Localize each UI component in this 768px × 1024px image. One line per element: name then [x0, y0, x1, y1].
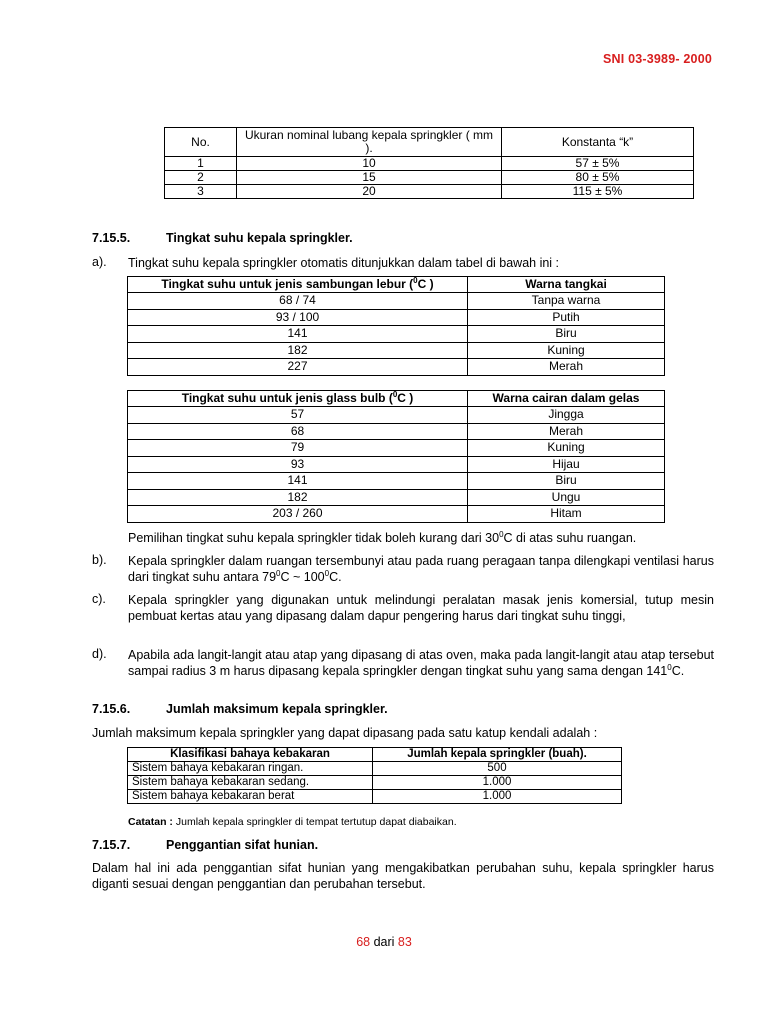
table-row: [165, 171, 694, 185]
table-row: [128, 473, 665, 490]
table-cell: 20: [237, 185, 502, 199]
table-cell: Sistem bahaya kebakaran ringan.: [128, 762, 373, 776]
hunian-text: Dalam hal ini ada penggantian sifat hunian yang mengakibatkan perubahan suhu, kepala springkler harus diganti sesuai dengan penggantian dan perubahan tersebut.: [92, 861, 714, 891]
item-c-text: Kepala springkler yang digunakan untuk melindungi peralatan masak jenis komersial, tutup mesin pembuat kertas atau yang dipasang dalam dapur pengering harus dari tingkat suhu tinggi,: [128, 593, 714, 623]
nozzle-constant-table: [164, 127, 694, 199]
table-cell: 10: [237, 157, 502, 171]
col-header-tingkat-suhu: Tingkat suhu untuk jenis sambungan lebur ($^0$C ): [128, 277, 468, 293]
section-number: 7.15.6.: [92, 702, 131, 716]
table-cell: Ungu: [468, 489, 665, 506]
catatan-note: [128, 816, 457, 828]
table-cell: 182: [128, 342, 468, 359]
col-header-klasifikasi: Klasifikasi bahaya kebakaran: [128, 748, 373, 762]
table-cell: 3: [165, 185, 237, 199]
table-cell: Kuning: [468, 342, 665, 359]
page-number: 68: [356, 935, 371, 949]
table-cell: 141: [128, 473, 468, 490]
table-cell: Sistem bahaya kebakaran sedang.: [128, 776, 373, 790]
table-cell: 227: [128, 359, 468, 376]
col-header-ukuran: Ukuran nominal lubang kepala springkler ( mm ).: [237, 128, 502, 157]
section-title: Tingkat suhu kepala springkler.: [166, 231, 353, 245]
table-cell: 1: [165, 157, 237, 171]
table-cell: 93: [128, 456, 468, 473]
table-row: [128, 407, 665, 424]
table-cell: 182: [128, 489, 468, 506]
table-cell: Sistem bahaya kebakaran berat: [128, 790, 373, 804]
table-cell: 115 ± 5%: [502, 185, 694, 199]
max-sprinkler-table: [127, 747, 622, 804]
table-cell: 80 ± 5%: [502, 171, 694, 185]
item-label-d: d).: [92, 647, 107, 661]
table-header-row: [128, 277, 665, 293]
table-row: [128, 293, 665, 310]
table-cell: Hitam: [468, 506, 665, 523]
glass-bulb-table: [127, 390, 665, 523]
col-header-konstanta: Konstanta “k”: [502, 128, 694, 157]
table-cell: 2: [165, 171, 237, 185]
table-row: [128, 776, 622, 790]
table-row: [128, 790, 622, 804]
item-a-text: Tingkat suhu kepala springkler otomatis ditunjukkan dalam tabel di bawah ini :: [128, 256, 560, 270]
table-row: [128, 423, 665, 440]
table-row: [128, 762, 622, 776]
document-code: SNI 03-3989- 2000: [602, 52, 712, 66]
table-row: [165, 157, 694, 171]
table-cell: 15: [237, 171, 502, 185]
section-title: Jumlah maksimum kepala springkler.: [166, 702, 388, 716]
table-header-row: [165, 128, 694, 157]
page-footer: [0, 935, 768, 949]
table-cell: Kuning: [468, 440, 665, 457]
table-cell: Hijau: [468, 456, 665, 473]
table-header-row: [128, 391, 665, 407]
item-d-text: Apabila ada langit-langit atau atap yang dipasang di atas oven, maka pada langit-langit atau atap tersebut sampai radius 3 m harus dipasang kepala springkler dengan tingkat suhu yang sama dengan $141^0C$.: [128, 648, 714, 678]
table-cell: Biru: [468, 473, 665, 490]
table-row: [128, 489, 665, 506]
table-cell: 1.000: [373, 776, 622, 790]
table-header-row: [128, 748, 622, 762]
table-row: [128, 440, 665, 457]
table-cell: 141: [128, 326, 468, 343]
pemilihan-text: Pemilihan tingkat suhu kepala springkler tidak boleh kurang dari $30^0C$ di atas suhu ruangan.: [128, 529, 637, 545]
table-cell: 68: [128, 423, 468, 440]
table-row: [128, 506, 665, 523]
section-title: Penggantian sifat hunian.: [166, 838, 319, 852]
col-header-warna-tangkai: Warna tangkai: [468, 277, 665, 293]
table-cell: 500: [373, 762, 622, 776]
catatan-label: Catatan :: [128, 816, 173, 828]
table-cell: 93 / 100: [128, 309, 468, 326]
col-header-warna-cairan: Warna cairan dalam gelas: [468, 391, 665, 407]
table-cell: 57 ± 5%: [502, 157, 694, 171]
table-row: [128, 309, 665, 326]
section-number: 7.15.5.: [92, 231, 131, 245]
table-cell: 203 / 260: [128, 506, 468, 523]
table-cell: Jingga: [468, 407, 665, 424]
table-cell: 79: [128, 440, 468, 457]
table-cell: 68 / 74: [128, 293, 468, 310]
page-of: dari: [370, 935, 398, 949]
item-label-a: a).: [92, 255, 107, 269]
page-total: 83: [397, 935, 412, 949]
table-cell: 57: [128, 407, 468, 424]
item-label-b: b).: [92, 553, 107, 567]
table-cell: Merah: [468, 423, 665, 440]
table-cell: Tanpa warna: [468, 293, 665, 310]
table-row: [128, 456, 665, 473]
table-cell: Merah: [468, 359, 665, 376]
table-cell: Putih: [468, 309, 665, 326]
section-number: 7.15.7.: [92, 838, 131, 852]
table-cell: 1.000: [373, 790, 622, 804]
col-header-tingkat-suhu-glass: Tingkat suhu untuk jenis glass bulb ($^0$C ): [128, 391, 468, 407]
fusible-link-table: [127, 276, 665, 376]
col-header-no: No.: [165, 128, 237, 157]
table-row: [128, 326, 665, 343]
table-row: [165, 185, 694, 199]
item-label-c: c).: [92, 592, 106, 606]
table-row: [128, 359, 665, 376]
jumlah-text: Jumlah maksimum kepala springkler yang dapat dipasang pada satu katup kendali adalah :: [92, 726, 598, 740]
catatan-text: Jumlah kepala springkler di tempat tertutup dapat diabaikan.: [172, 816, 457, 828]
table-row: [128, 342, 665, 359]
col-header-jumlah: Jumlah kepala springkler (buah).: [373, 748, 622, 762]
table-cell: Biru: [468, 326, 665, 343]
item-b-text: Kepala springkler dalam ruangan tersembunyi atau pada ruang peragaan tanpa dilengkapi ventilasi harus dari tingkat suhu antara $79^0C$ ~ $100^0C$.: [128, 554, 714, 584]
